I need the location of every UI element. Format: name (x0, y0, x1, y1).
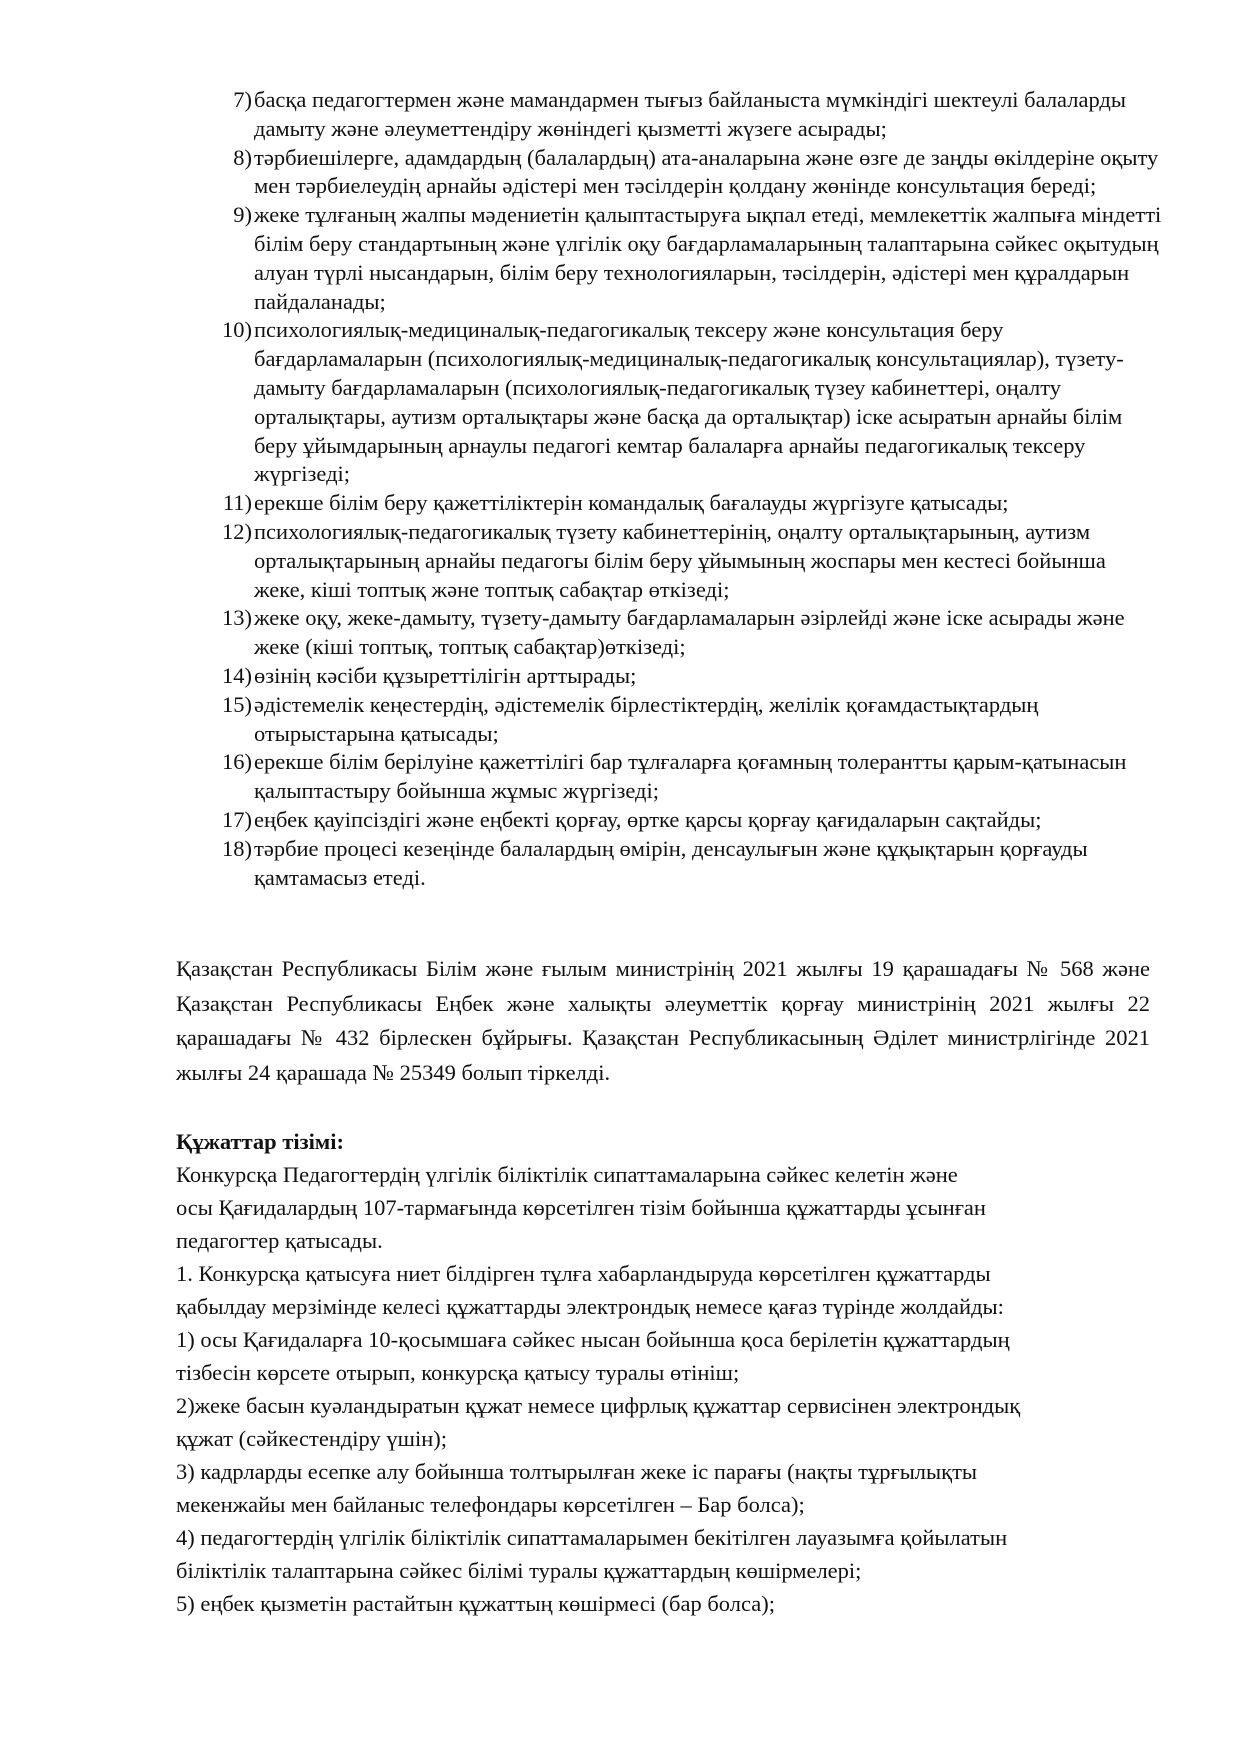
list-item-number: 11) (222, 490, 252, 516)
documents-item-line: біліктілік талаптарына сәйкес білімі туралы құжаттардың көшірмелері; (176, 1558, 862, 1583)
list-item (212, 316, 1162, 489)
list-item (212, 806, 1162, 835)
documents-item-line: 2)жеке басын куәландыратын құжат немесе цифрлық құжаттар сервисінен электрондық (176, 1393, 1021, 1418)
list-item (212, 489, 1162, 518)
list-item-number: 7) (233, 87, 252, 112)
duties-list (212, 86, 1162, 892)
list-item-text: өзінің кәсіби құзыреттілігін арттырады; (254, 662, 637, 688)
list-item-text: басқа педагогтермен және мамандармен тығыз байланыста мүмкіндігі шектеулі балаларды дамыту және әлеуметтендіру жөніндегі қызметті жүзеге асырады; (254, 87, 1126, 141)
list-item (212, 86, 1162, 144)
list-item-text: еңбек қауіпсіздігі және еңбекті қорғау, өртке қарсы қорғау қағидаларын сақтайды; (254, 806, 1042, 832)
list-item-number: 16) (222, 749, 252, 775)
list-item-number: 8) (233, 144, 252, 170)
list-item-number: 17) (222, 806, 252, 832)
list-item-text: тәрбие процесі кезеңінде балалардың өмірін, денсаулығын және құқықтарын қорғауды қамтамасыз етеді. (254, 835, 1088, 890)
list-item-number: 18) (222, 835, 252, 861)
list-item (212, 748, 1162, 806)
documents-item-line: 1. Конкурсқа қатысуға ниет білдірген тұлға хабарландыруда көрсетілген құжаттарды (176, 1261, 991, 1286)
order-reference-paragraph: Қазақстан Республикасы Білім және ғылым министрінің 2021 жылғы 19 қарашадағы № 568 және Қазақстан Республикасы Еңбек және халықты әлеуметтік қорғау министрінің 2021 жылғы 22 қарашадағы № 432 бірлескен бұйрығы. Қазақстан Республикасының Әділет министрлігінде 2021 жылғы 24 қарашада № 25349 болып тіркелді. (176, 956, 1150, 1085)
list-item (212, 518, 1162, 604)
list-item-number: 10) (222, 317, 252, 343)
list-item-text: ерекше білім берілуіне қажеттілігі бар тұлғаларға қоғамның толерантты қарым-қатынасын қалыптастыру бойынша жұмыс жүргізеді; (254, 749, 1127, 804)
list-item (212, 144, 1162, 202)
list-item-text: әдістемелік кеңестердің, әдістемелік бірлестіктердің, желілік қоғамдастықтардың отырыстарына қатысады; (254, 691, 1039, 746)
list-item-text: психологиялық-медициналық-педагогикалық тексеру және консультация беру бағдарламаларын (психологиялық-медициналық-педагогикалық консультациялар), түзету-дамыту бағдарламаларын (психологиялық-педагогикалық түзеу кабинеттері, оңалту орталықтары, аутизм орталықтары және басқа да орталықтар) іске асыратын арнайы білім беру ұйымдарының арнаулы педагогі кемтар балаларға арнайы педагогикалық тексеру жүргізеді; (254, 317, 1124, 487)
documents-item-line: 5) еңбек қызметін растайтын құжаттың көшірмесі (бар болса); (176, 1591, 775, 1616)
list-item-text: жеке оқу, жеке-дамыту, түзету-дамыту бағдарламаларын әзірлейді және іске асырады және жеке (кіші топтық, топтық сабақтар)өткізеді; (254, 605, 1125, 660)
documents-item-line: мекенжайы мен байланыс телефондары көрсетілген – Бар болса); (176, 1492, 805, 1517)
list-item (212, 201, 1162, 316)
documents-item-line: 1) осы Қағидаларға 10-қосымшаға сәйкес нысан бойынша қоса берілетін құжаттардың (176, 1327, 1010, 1352)
list-item (212, 691, 1162, 749)
list-item (212, 835, 1162, 893)
documents-section (176, 1125, 1161, 1620)
list-item-number: 14) (222, 662, 252, 688)
list-item-number: 9) (233, 202, 252, 228)
list-item (212, 604, 1162, 662)
list-item-number: 12) (222, 518, 252, 544)
documents-item-line: құжат (сәйкестендіру үшін); (176, 1426, 447, 1451)
documents-intro-line: педагогтер қатысады. (176, 1228, 383, 1253)
list-item-text: жеке тұлғаның жалпы мәдениетін қалыптастыруға ықпал етеді, мемлекеттік жалпыға міндетті білім беру стандартының және үлгілік оқу бағдарламаларының талаптарына сәйкес оқытудың алуан түрлі нысандарын, білім беру технологияларын, тәсілдерін, әдістері мен құралдарын пайдаланады; (254, 202, 1162, 314)
list-item-number: 15) (222, 691, 252, 717)
list-item (212, 662, 1162, 691)
documents-intro-line: Конкурсқа Педагогтердің үлгілік біліктілік сипаттамаларына сәйкес келетін және (176, 1162, 958, 1187)
list-item-text: ерекше білім беру қажеттіліктерін командалық бағалауды жүргізуге қатысады; (254, 490, 1009, 516)
documents-heading: Құжаттар тізімі: (176, 1129, 344, 1154)
documents-item-line: тізбесін көрсете отырып, конкурсқа қатысу туралы өтініш; (176, 1360, 740, 1385)
documents-item-line: қабылдау мерзімінде келесі құжаттарды электрондық немесе қағаз түрінде жолдайды: (176, 1294, 1004, 1319)
list-item-number: 13) (222, 605, 252, 631)
documents-intro-line: осы Қағидалардың 107-тармағында көрсетілген тізім бойынша құжаттарды ұсынған (176, 1195, 986, 1220)
documents-item-line: 3) кадрларды есепке алу бойынша толтырылған жеке іс парағы (нақты тұрғылықты (176, 1459, 978, 1484)
documents-item-line: 4) педагогтердің үлгілік біліктілік сипаттамаларымен бекітілген лауазымға қойылатын (176, 1525, 1008, 1550)
list-item-text: психологиялық-педагогикалық түзету кабинеттерінің, оңалту орталықтарының, аутизм орталықтарының арнайы педагогы білім беру ұйымының жоспары мен кестесі бойынша жеке, кіші топтық және топтық сабақтар өткізеді; (254, 518, 1106, 602)
list-item-text: тәрбиешілерге, адамдардың (балалардың) ата-аналарына және өзге де заңды өкілдеріне оқыту мен тәрбиелеудің арнайы әдістері мен тәсілдерін қолдану жөнінде консультация береді; (254, 144, 1159, 199)
